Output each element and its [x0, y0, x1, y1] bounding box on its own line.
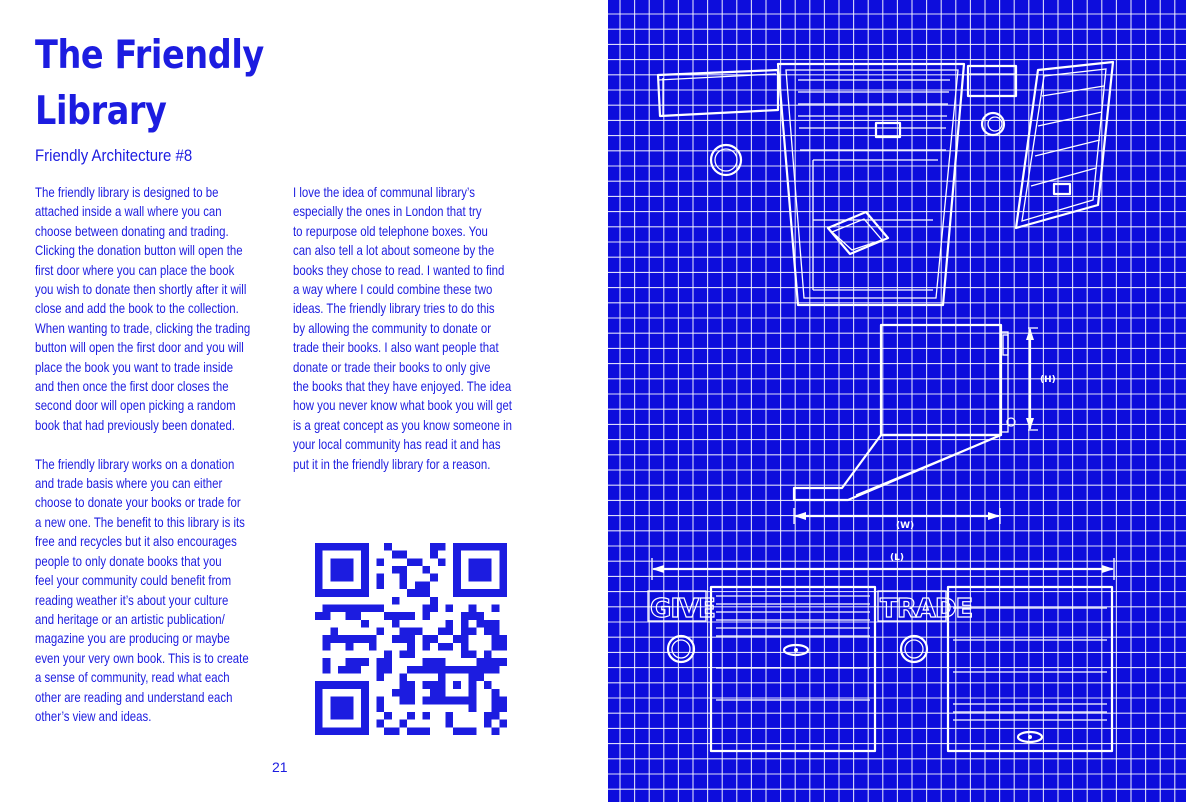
right-text-column	[293, 183, 528, 493]
middle-strip	[968, 66, 1016, 96]
left-text-column	[35, 183, 262, 746]
right-door-handle	[1054, 184, 1070, 194]
blueprint-page	[608, 0, 1186, 802]
main-box-handle	[876, 123, 900, 137]
top-isometric-view	[658, 62, 1113, 305]
qr-code-icon[interactable]	[315, 543, 507, 735]
page-subtitle: Friendly Architecture #8	[35, 146, 193, 165]
blueprint-drawing	[608, 0, 1186, 802]
width-dimension-label: (W)	[896, 521, 915, 531]
length-dimension-label: (L)	[890, 553, 904, 563]
blueprint-grid	[608, 0, 1186, 802]
trade-label: TRADE	[880, 594, 973, 624]
left-paragraph-2: The friendly library works on a donation and trade basis where you can either choose to donate your books or trade for a new one. The benefit to this library is its free and recycles but it also encourages people to only donate books that you feel your community could benefit from reading weather it’s about your culture and heritage or an artistic publication/ magazine you are producing or maybe even your very own book. This is to create a sense of community, read what each other are reading and understand each other’s view and ideas.	[35, 456, 249, 724]
page-number: 21	[272, 759, 288, 775]
right-paragraph-1: I love the idea of communal library’s especially the ones in London that try to repurpose old telephone boxes. You can also tell a lot about someone by the books they chose to read. I wanted to find a way where I could combine these two ideas. The friendly library tries to do this by allowing the community to donate or trade their books. I also want people that donate or trade their books to only give the books that they have enjoyed. The idea how you never know what book you will get is a great concept as you know someone in your local community has read it and has put it in the friendly library for a reason.	[293, 185, 512, 472]
main-box-frame	[778, 64, 964, 305]
height-dimension-label: (H)	[1040, 375, 1056, 385]
left-paragraph-1: The friendly library is designed to be attached inside a wall where you can choose between donating and trading. Clicking the donation button will open the first door where you can place the book you wish to donate then shortly after it will close and add the book to the collection. When wanting to trade, clicking the trading button will open the first door and you will place the book you want to trade inside and then once the first door closes the second door will open picking a random book that had previously been donated.	[35, 185, 251, 433]
page-title: The Friendly Library	[35, 33, 264, 134]
give-label: GIVE	[650, 594, 715, 624]
